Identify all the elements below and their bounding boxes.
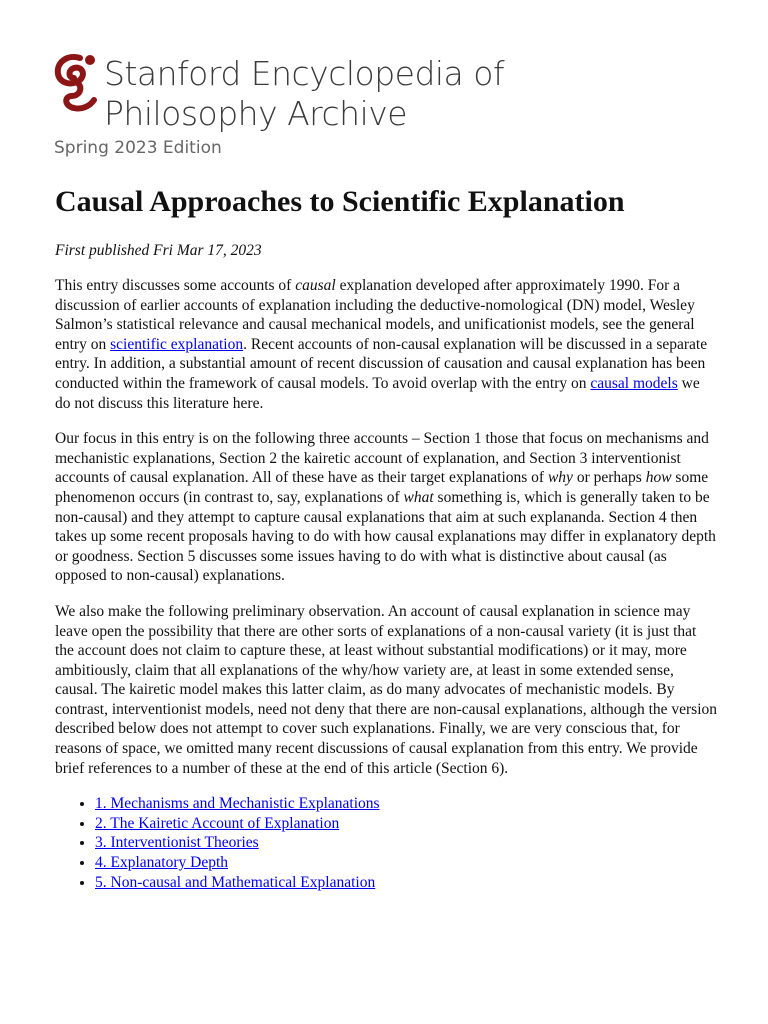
toc-link-non-causal[interactable]: 5. Non-causal and Mathematical Explanation [95,873,376,891]
toc-link-mechanisms[interactable]: 1. Mechanisms and Mechanistic Explanations [95,795,380,813]
link-causal-models[interactable]: causal models [590,374,678,392]
text-span: . Recent accounts of non-causal explanation will be discussed in a separate entry. In addition, a substantial amount of recent discussion of causation and causal explanation has been conducted within the framework of causal models. To avoid overlap with the entry on [55,335,708,392]
paragraph-3: We also make the following preliminary observation. An account of causal explanation in science may leave open the possibility that there are other sorts of explanations of a non-causal variety (it is just that the account does not claim to capture these, at least without substantial modifications) or it may, more ambitiously, claim that all explanations of the why/how variety are, at least in some extended sense, causal. The kairetic model makes this latter claim, as do many advocates of mechanistic models. By contrast, interventionist models, need not deny that there are non-causal explanations, although the version described below does not attempt to cover such explanations. Finally, we are very conscious that, for reasons of space, we omitted many recent discussions of causal explanation from this entry. We provide brief references to a number of these at the end of this article (Section 6). [55,602,718,777]
publication-date: First published Fri Mar 17, 2023 [55,242,262,259]
emphasis: causal [295,277,336,294]
text-span: Our focus in this entry is on the following three accounts – Section 1 those that focus on mechanisms and mechanistic explanations, Section 2 the kairetic account of explanation, and Section 3 interventionist accounts of causal explanation. All of these have as their target explanations of [55,430,709,487]
paragraph-1 [55,276,717,413]
paragraph-2 [55,429,717,586]
text-span: we do not discuss this literature here. [55,374,700,412]
site-title-line2: Philosophy Archive [104,94,408,133]
text-span: some phenomenon occurs (in contrast to, say, explanations of [55,469,709,506]
text-span: something is, which is generally taken to be non-causal) and they attempt to capture causal explanations that aim at such explananda. Section 4 then takes up some recent proposals having to do with how causal explanations may differ in explanatory depth or goodness. Section 5 discusses some issues having to do with what is distinctive about causal (as opposed to non-causal) explanations. [55,488,716,585]
edition-label: Spring 2023 Edition [54,138,222,158]
site-title[interactable] [104,54,504,134]
toc-link-kairetic[interactable]: 2. The Kairetic Account of Explanation [95,814,340,832]
text-span: or perhaps [572,469,646,487]
site-header [50,50,730,170]
emphasis: how [645,469,672,487]
text-span: This entry discusses some accounts of [55,277,296,294]
sep-logo-icon[interactable] [50,52,100,114]
toc-item [95,833,717,853]
table-of-contents [55,794,717,892]
toc-item [95,794,717,814]
article-title: Causal Approaches to Scientific Explanation [55,185,625,218]
article-preamble [55,276,717,892]
toc-link-interventionist[interactable]: 3. Interventionist Theories [95,834,259,852]
emphasis: why [547,469,573,487]
site-title-line1: Stanford Encyclopedia of [104,54,505,93]
toc-item [95,853,717,873]
link-scientific-explanation[interactable]: scientific explanation [110,335,244,353]
toc-item [95,814,717,834]
toc-link-explanatory-depth[interactable]: 4. Explanatory Depth [95,854,229,872]
emphasis: what [403,488,434,506]
text-span: explanation developed after approximately 1990. For a discussion of earlier accounts of explanation including the deductive-nomological (DN) model, Wesley Salmon’s statistical relevance and causal mechanical models, and unificationist models, see the general entry on [55,277,695,353]
toc-item [95,873,717,893]
